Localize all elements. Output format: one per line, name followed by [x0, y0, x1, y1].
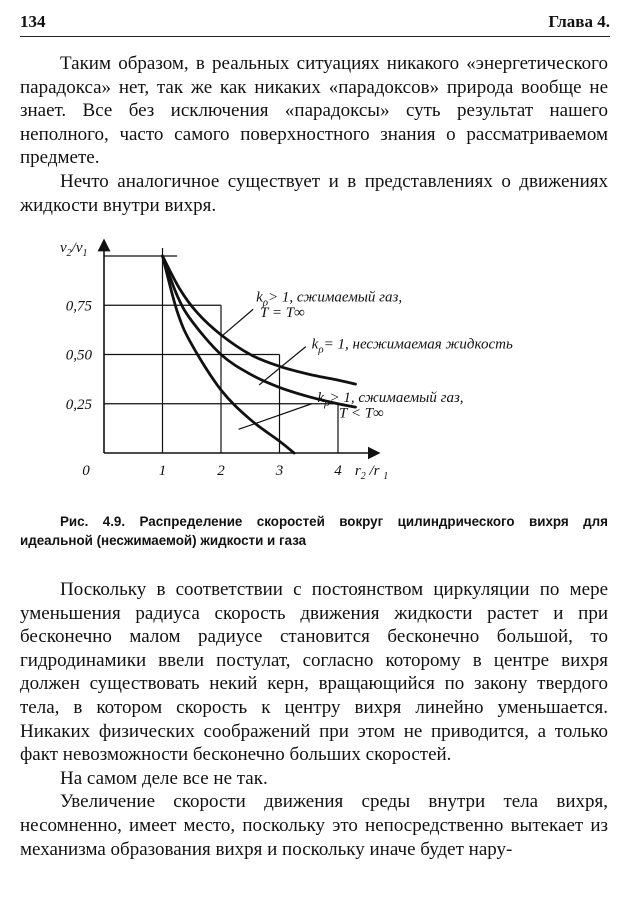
paragraph: На самом деле все не так.	[60, 767, 268, 789]
caption-text: Рис. 4.9. Распределение скоростей вокруг цилиндрического вихря для идеальной (несжимаемой) жидкости и газа	[20, 514, 608, 548]
figure-caption	[20, 512, 608, 550]
y-axis-label: $v_2/v_1$	[60, 240, 88, 260]
text-block-top	[20, 52, 608, 217]
text-block-bottom	[20, 578, 608, 861]
velocity-chart	[20, 230, 610, 505]
y-tick-label: 0,25	[65, 396, 92, 413]
x-tick-label: 4	[334, 463, 342, 479]
y-tick-label: 0,75	[65, 298, 92, 315]
paragraph: Таким образом, в реальных ситуациях никакого «энергетического парадокса» нет, так же как никаких «парадоксов» природа вообще не знает. Все без исключения «парадоксы» суть результат нашего неполного, часто самого поверхностного знания о рассматриваемом предмете.	[20, 53, 608, 169]
series-label-1-line2: T = T∞	[260, 305, 305, 322]
paragraph: Увеличение скорости движения среды внутри тела вихря, несомненно, имеет место, поскольку это непосредственно вытекает из механизма образования вихря и поскольку иначе будет нару-	[20, 791, 608, 860]
x-tick-label: 2	[217, 463, 225, 479]
series-label-3-line2: T < T∞	[339, 405, 384, 422]
series-label-1: $k_\rho> 1$, сжимаемый газ,	[256, 289, 403, 309]
leader-line-3	[239, 404, 312, 430]
x-tick-label: 3	[275, 463, 284, 479]
y-tick-label: 0,50	[65, 347, 92, 364]
paragraph: Нечто аналогичное существует и в представлениях о движениях жидкости внутри вихря.	[20, 170, 608, 216]
chapter-title: Глава 4.	[548, 12, 610, 31]
page-number: 134	[20, 12, 46, 31]
x-axis-label: $r_2$ /r $_1$	[354, 463, 389, 482]
paragraph: Поскольку в соответствии с постоянством циркуляции по мере уменьшения радиуса скорость движения жидкости растет и при бесконечно малом радиусе становится бесконечно большой, то гидродинамики ввели постулат, согласно которому в центре вихря должен существовать некий керн, вращающийся по закону твердого тела, в котором скорость к центру вихря линейно уменьшается. Никаких физических соображений при этом не приводится, а только факт невозможности бесконечно больших скоростей.	[20, 579, 608, 766]
series-label-2: $k_\rho= 1$, несжимаемая жидкость	[311, 336, 513, 356]
leader-line-1	[221, 309, 253, 337]
origin-label: 0	[82, 463, 90, 479]
series-label-3: $k_\rho> 1$, сжимаемый газ,	[317, 389, 464, 409]
leader-line-2	[259, 347, 306, 385]
page-header	[20, 8, 610, 37]
x-tick-label: 1	[158, 463, 167, 479]
